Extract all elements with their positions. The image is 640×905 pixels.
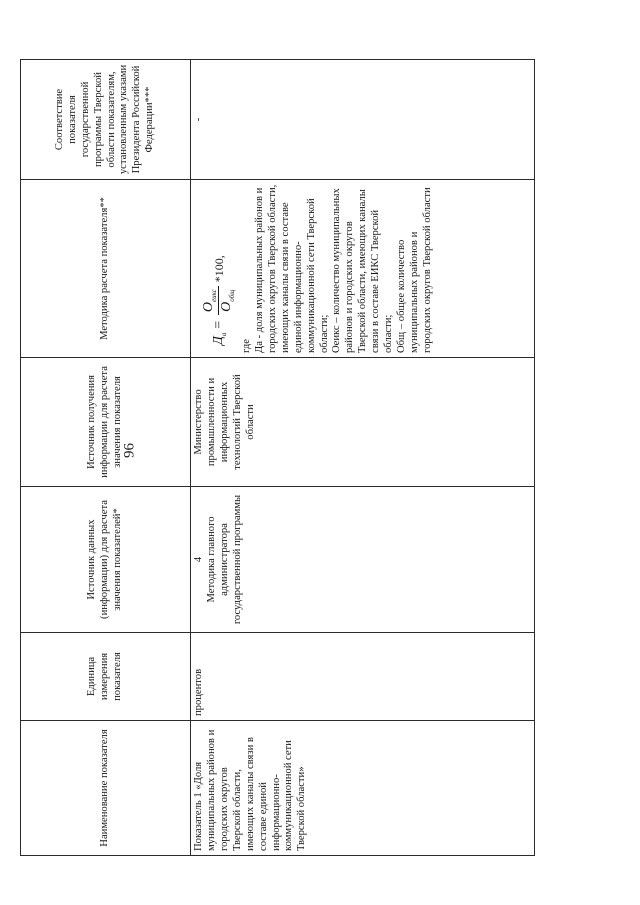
- method-formula: $Д_а$ = $О_{еикс}$ $О_{общ}$ *100,: [201, 255, 237, 345]
- method-line-da: Да - доля муниципальных районов и городских округов Тверской области, имеющих каналы связи в составе единой информационно-коммуникационной сети Тверской области;: [253, 184, 330, 353]
- header-info-source: Источник получения информации для расчета значения показателя: [21, 358, 191, 487]
- indicator-unit: процентов: [191, 633, 535, 721]
- indicator-method: [191, 180, 535, 358]
- table-row: [191, 60, 535, 856]
- page-number: 96: [121, 443, 138, 458]
- formula-rest: *100,: [211, 255, 226, 283]
- method-line-oeiks: Оеикс – количество муниципальных районов и городских округов Тверской области, имеющих каналы связи в составе ЕИКС Тверской области;: [331, 188, 395, 353]
- indicator-data-source: [191, 487, 535, 633]
- header-name: Наименование показателя: [21, 721, 191, 856]
- indicator-info-source: Министерство промышленности и информационных технологий Тверской области: [191, 358, 535, 487]
- indicator-table: [20, 59, 535, 856]
- formula-fraction: $О_{еикс}$ $О_{общ}$: [201, 286, 237, 315]
- header-correspondence: Соответствие показателя государственной программы Тверской области показателям, установленным указами Президента Российской Федерации***: [21, 60, 191, 180]
- table-header-row: [21, 60, 191, 856]
- data-source-text: Методика главного администратора государственной программы: [205, 494, 243, 625]
- method-line-oobsh: Общ – общее количество муниципальных районов и городских округов Тверской области: [396, 187, 433, 353]
- header-data-source: Источник данных (информации) для расчета значения показателей*: [21, 487, 191, 633]
- header-unit: Единица измерения показателя: [21, 633, 191, 721]
- data-source-number: 4: [193, 556, 204, 563]
- formula-lhs: $Д_а$: [210, 332, 228, 345]
- indicator-name: Показатель 1 «Доля муниципальных районов и городских округов Тверской области, имеющих каналы связи в составе единой информационно-коммуникационной сети Тверской области»: [191, 721, 535, 856]
- indicator-correspondence: -: [191, 60, 535, 180]
- rotated-table-wrapper: [20, 60, 535, 856]
- method-where: где: [240, 339, 252, 353]
- header-method: Методика расчета показателя**: [21, 180, 191, 358]
